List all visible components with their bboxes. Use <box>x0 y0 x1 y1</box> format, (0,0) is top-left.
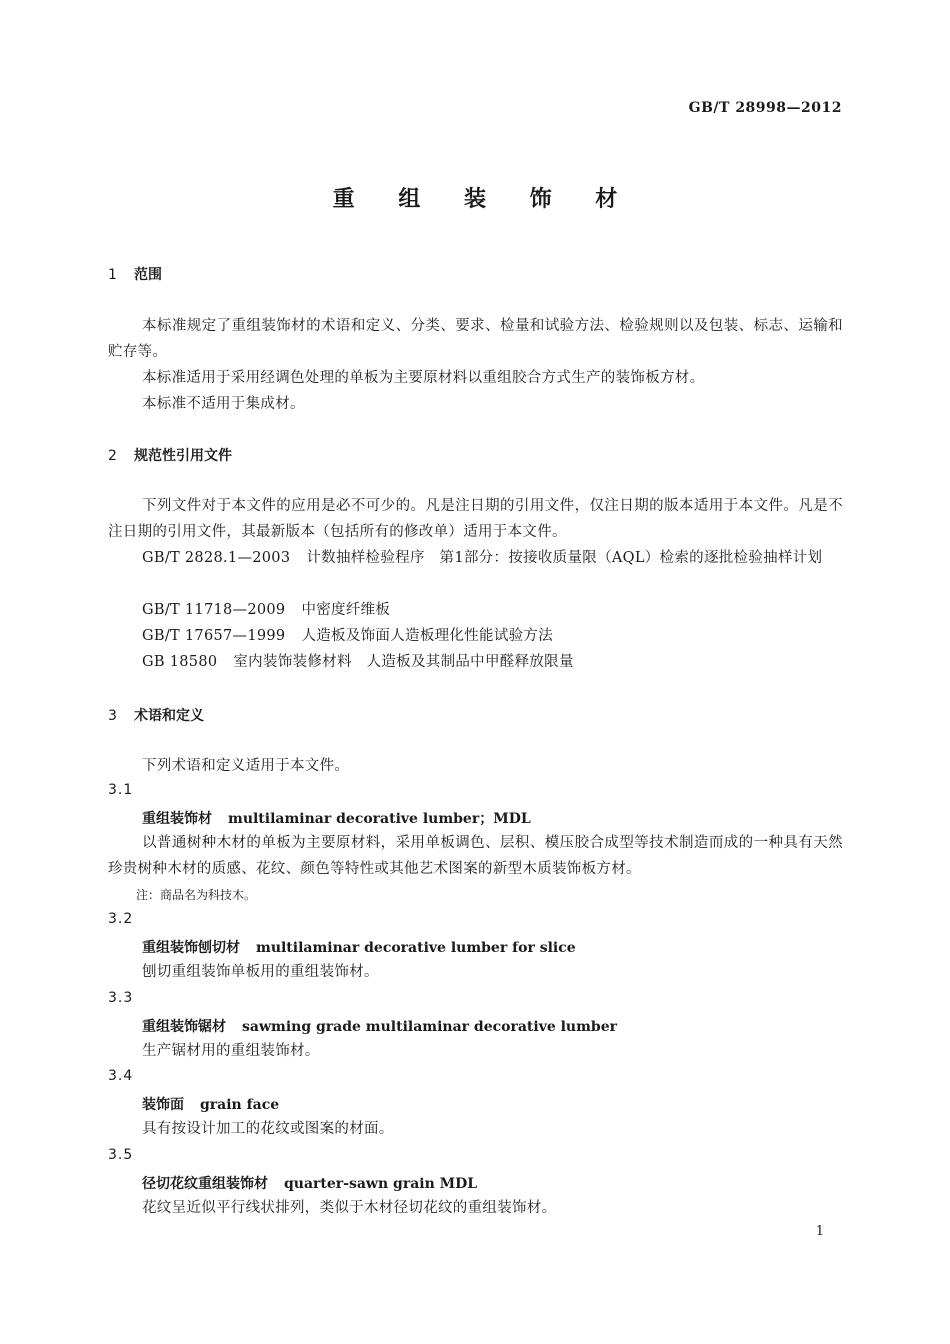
term-definition: 以普通树种木材的单板为主要原材料，采用单板调色、层积、模压胶合成型等技术制造而成的一种具有天然珍贵树种木材的质感、花纹、颜色等特性或其他艺术图案的新型木质装饰板方材。 <box>108 835 843 877</box>
clause-number: 3.3 <box>108 990 134 1006</box>
term-chinese: 装饰面 <box>142 1097 184 1113</box>
term-definition: 花纹呈近似平行线状排列，类似于木材径切花纹的重组装饰材。 <box>142 1200 557 1216</box>
section-heading-terms-and-definitions <box>108 705 843 725</box>
term-definition: 刨切重组装饰单板用的重组装饰材。 <box>142 964 379 980</box>
reference-title: 室内装饰装修材料 人造板及其制品中甲醛释放限量 <box>233 654 574 670</box>
reference-code: GB/T 2828.1—2003 <box>142 550 291 566</box>
term-english: multilaminar decorative lumber；MDL <box>228 811 531 827</box>
section-title: 规范性引用文件 <box>134 448 232 464</box>
term-chinese: 径切花纹重组装饰材 <box>142 1176 268 1192</box>
section-number: 2 <box>108 448 117 464</box>
term-definition: 生产锯材用的重组装饰材。 <box>142 1043 320 1059</box>
paragraph: 本标准规定了重组装饰材的术语和定义、分类、要求、检量和试验方法、检验规则以及包装、标志、运输和贮存等。 <box>108 318 843 360</box>
section-heading-normative-references <box>108 445 843 465</box>
standard-code: GB/T 28998—2012 <box>688 100 842 116</box>
paragraph: 本标准适用于采用经调色处理的单板为主要原材料以重组胶合方式生产的装饰板方材。 <box>142 370 705 386</box>
section-heading-scope <box>108 264 843 284</box>
paragraph: 本标准不适用于集成材。 <box>142 396 305 412</box>
reference-title: 计数抽样检验程序 第1部分：按接收质量限（AQL）检索的逐批检验抽样计划 <box>306 550 823 566</box>
paragraph: 下列术语和定义适用于本文件。 <box>142 758 350 774</box>
section-title: 范围 <box>134 267 162 283</box>
term-english: quarter-sawn grain MDL <box>284 1176 478 1192</box>
clause-number: 3.5 <box>108 1147 134 1163</box>
section-number: 1 <box>108 267 117 283</box>
reference-item <box>108 649 877 675</box>
document-title: 重 组 装 饰 材 <box>332 187 636 212</box>
term-chinese: 重组装饰锯材 <box>142 1019 226 1035</box>
term-note: 注：商品名为科技木。 <box>136 888 257 902</box>
term-english: sawming grade multilaminar decorative lumber <box>242 1019 617 1035</box>
section-number: 3 <box>108 708 117 724</box>
term-heading <box>108 1016 877 1036</box>
term-heading <box>108 1173 877 1193</box>
reference-code: GB 18580 <box>142 654 218 670</box>
reference-item <box>108 597 877 623</box>
reference-title: 人造板及饰面人造板理化性能试验方法 <box>301 628 554 644</box>
clause-number: 3.2 <box>108 911 134 927</box>
term-definition: 具有按设计加工的花纹或图案的材面。 <box>142 1121 394 1137</box>
term-heading <box>108 1094 877 1114</box>
reference-code: GB/T 17657—1999 <box>142 628 286 644</box>
paragraph: 下列文件对于本文件的应用是必不可少的。凡是注日期的引用文件，仅注日期的版本适用于本文件。凡是不注日期的引用文件，其最新版本（包括所有的修改单）适用于本文件。 <box>108 498 843 540</box>
section-title: 术语和定义 <box>134 708 204 724</box>
reference-item <box>108 623 877 649</box>
reference-code: GB/T 11718—2009 <box>142 602 286 618</box>
clause-number: 3.1 <box>108 782 134 798</box>
reference-title: 中密度纤维板 <box>301 602 391 618</box>
page-number: 1 <box>815 1224 824 1239</box>
term-english: multilaminar decorative lumber for slice <box>256 940 576 956</box>
term-chinese: 重组装饰材 <box>142 811 212 827</box>
term-english: grain face <box>200 1097 280 1113</box>
clause-number: 3.4 <box>108 1068 134 1084</box>
term-heading <box>108 937 877 957</box>
term-chinese: 重组装饰刨切材 <box>142 940 240 956</box>
reference-item <box>108 545 843 571</box>
term-heading <box>108 808 877 828</box>
